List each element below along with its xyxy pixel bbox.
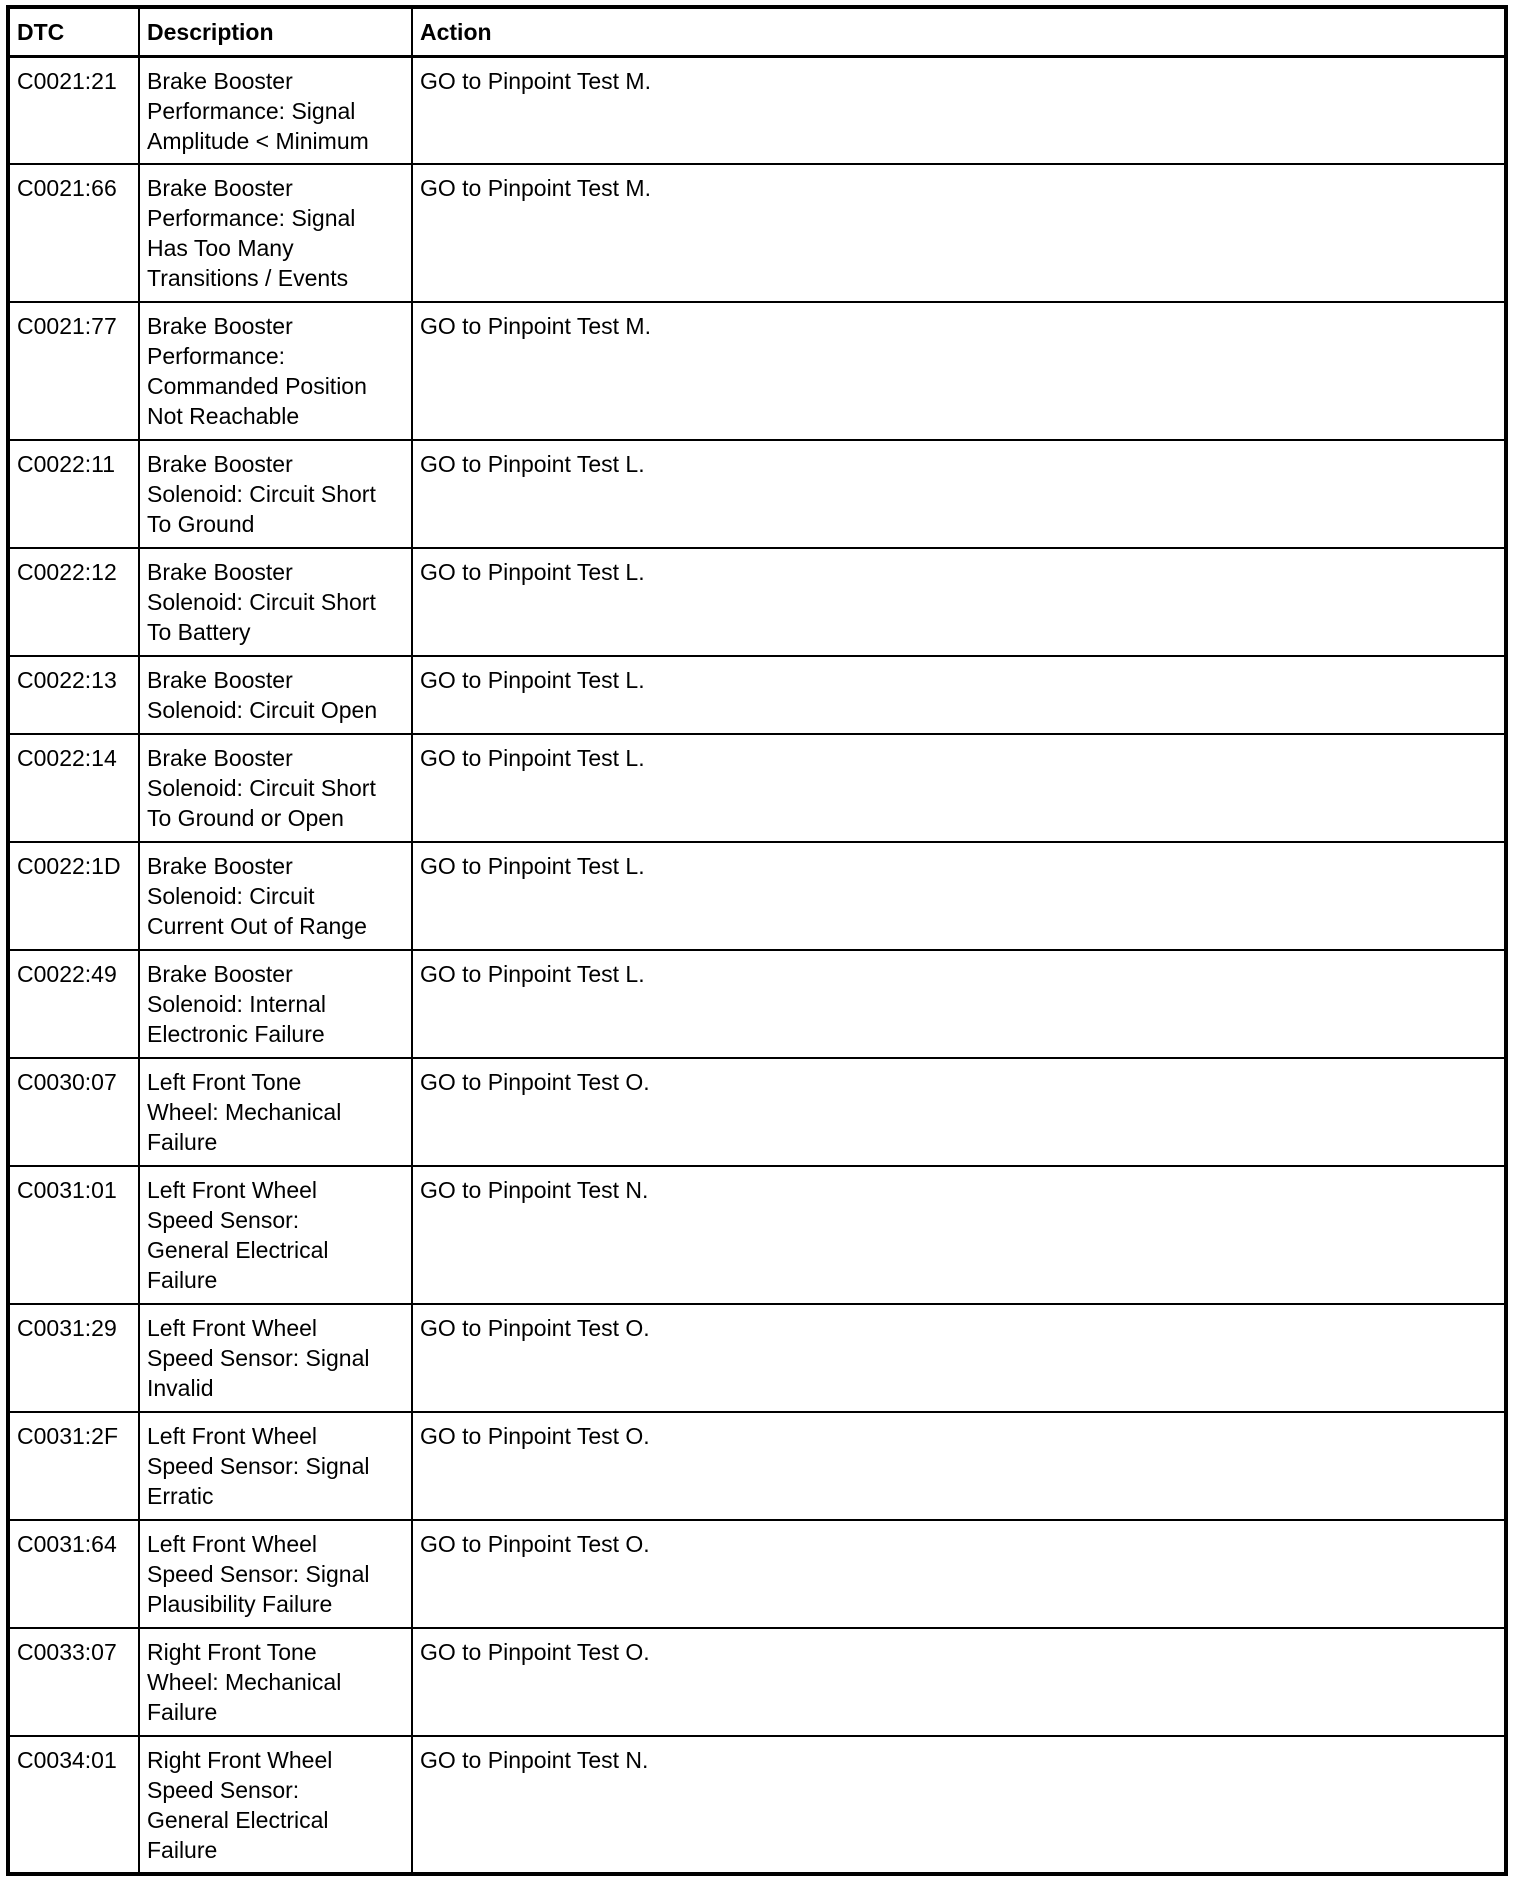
- dtc-description: Brake Booster Performance: Signal Amplitude < Minimum: [139, 56, 412, 164]
- dtc-code: C0021:77: [8, 302, 139, 440]
- table-row: [8, 842, 1506, 950]
- table-row: [8, 1304, 1506, 1412]
- dtc-action: GO to Pinpoint Test O.: [412, 1058, 1506, 1166]
- dtc-description: Brake Booster Performance: Signal Has Too Many Transitions / Events: [139, 164, 412, 302]
- dtc-action: GO to Pinpoint Test O.: [412, 1628, 1506, 1736]
- dtc-description: Left Front Wheel Speed Sensor: Signal Erratic: [139, 1412, 412, 1520]
- dtc-action: GO to Pinpoint Test L.: [412, 548, 1506, 656]
- dtc-action: GO to Pinpoint Test L.: [412, 950, 1506, 1058]
- dtc-code: C0031:2F: [8, 1412, 139, 1520]
- dtc-description: Brake Booster Solenoid: Circuit Short To Battery: [139, 548, 412, 656]
- dtc-action: GO to Pinpoint Test O.: [412, 1520, 1506, 1628]
- dtc-table: [6, 5, 1508, 1876]
- dtc-table-container: [6, 5, 1508, 1870]
- table-row: [8, 950, 1506, 1058]
- dtc-code: C0022:12: [8, 548, 139, 656]
- table-row: [8, 1736, 1506, 1874]
- header-description: Description: [139, 7, 412, 56]
- table-row: [8, 56, 1506, 164]
- dtc-code: C0033:07: [8, 1628, 139, 1736]
- dtc-description: Left Front Tone Wheel: Mechanical Failure: [139, 1058, 412, 1166]
- dtc-action: GO to Pinpoint Test M.: [412, 56, 1506, 164]
- header-action: Action: [412, 7, 1506, 56]
- table-row: [8, 1166, 1506, 1304]
- dtc-description: Brake Booster Solenoid: Circuit Short To Ground or Open: [139, 734, 412, 842]
- dtc-action: GO to Pinpoint Test L.: [412, 656, 1506, 734]
- dtc-code: C0021:21: [8, 56, 139, 164]
- table-row: [8, 1412, 1506, 1520]
- table-row: [8, 302, 1506, 440]
- dtc-description: Brake Booster Solenoid: Circuit Current Out of Range: [139, 842, 412, 950]
- dtc-code: C0021:66: [8, 164, 139, 302]
- dtc-code: C0031:64: [8, 1520, 139, 1628]
- dtc-action: GO to Pinpoint Test N.: [412, 1736, 1506, 1874]
- table-row: [8, 656, 1506, 734]
- dtc-code: C0031:29: [8, 1304, 139, 1412]
- header-dtc: DTC: [8, 7, 139, 56]
- dtc-code: C0022:49: [8, 950, 139, 1058]
- dtc-description: Brake Booster Solenoid: Circuit Open: [139, 656, 412, 734]
- table-row: [8, 1058, 1506, 1166]
- dtc-action: GO to Pinpoint Test L.: [412, 734, 1506, 842]
- dtc-description: Left Front Wheel Speed Sensor: General Electrical Failure: [139, 1166, 412, 1304]
- dtc-action: GO to Pinpoint Test O.: [412, 1412, 1506, 1520]
- dtc-action: GO to Pinpoint Test L.: [412, 842, 1506, 950]
- dtc-action: GO to Pinpoint Test N.: [412, 1166, 1506, 1304]
- dtc-action: GO to Pinpoint Test M.: [412, 302, 1506, 440]
- dtc-description: Left Front Wheel Speed Sensor: Signal Plausibility Failure: [139, 1520, 412, 1628]
- dtc-description: Right Front Wheel Speed Sensor: General Electrical Failure: [139, 1736, 412, 1874]
- table-row: [8, 548, 1506, 656]
- dtc-description: Right Front Tone Wheel: Mechanical Failure: [139, 1628, 412, 1736]
- table-header-row: [8, 7, 1506, 56]
- dtc-code: C0022:11: [8, 440, 139, 548]
- dtc-action: GO to Pinpoint Test O.: [412, 1304, 1506, 1412]
- dtc-code: C0022:1D: [8, 842, 139, 950]
- table-row: [8, 1520, 1506, 1628]
- dtc-action: GO to Pinpoint Test L.: [412, 440, 1506, 548]
- table-row: [8, 1628, 1506, 1736]
- table-row: [8, 734, 1506, 842]
- dtc-description: Brake Booster Performance: Commanded Position Not Reachable: [139, 302, 412, 440]
- dtc-description: Brake Booster Solenoid: Circuit Short To Ground: [139, 440, 412, 548]
- table-row: [8, 440, 1506, 548]
- dtc-code: C0022:13: [8, 656, 139, 734]
- dtc-description: Left Front Wheel Speed Sensor: Signal Invalid: [139, 1304, 412, 1412]
- dtc-action: GO to Pinpoint Test M.: [412, 164, 1506, 302]
- dtc-description: Brake Booster Solenoid: Internal Electronic Failure: [139, 950, 412, 1058]
- dtc-code: C0022:14: [8, 734, 139, 842]
- dtc-code: C0034:01: [8, 1736, 139, 1874]
- table-row: [8, 164, 1506, 302]
- dtc-code: C0031:01: [8, 1166, 139, 1304]
- dtc-code: C0030:07: [8, 1058, 139, 1166]
